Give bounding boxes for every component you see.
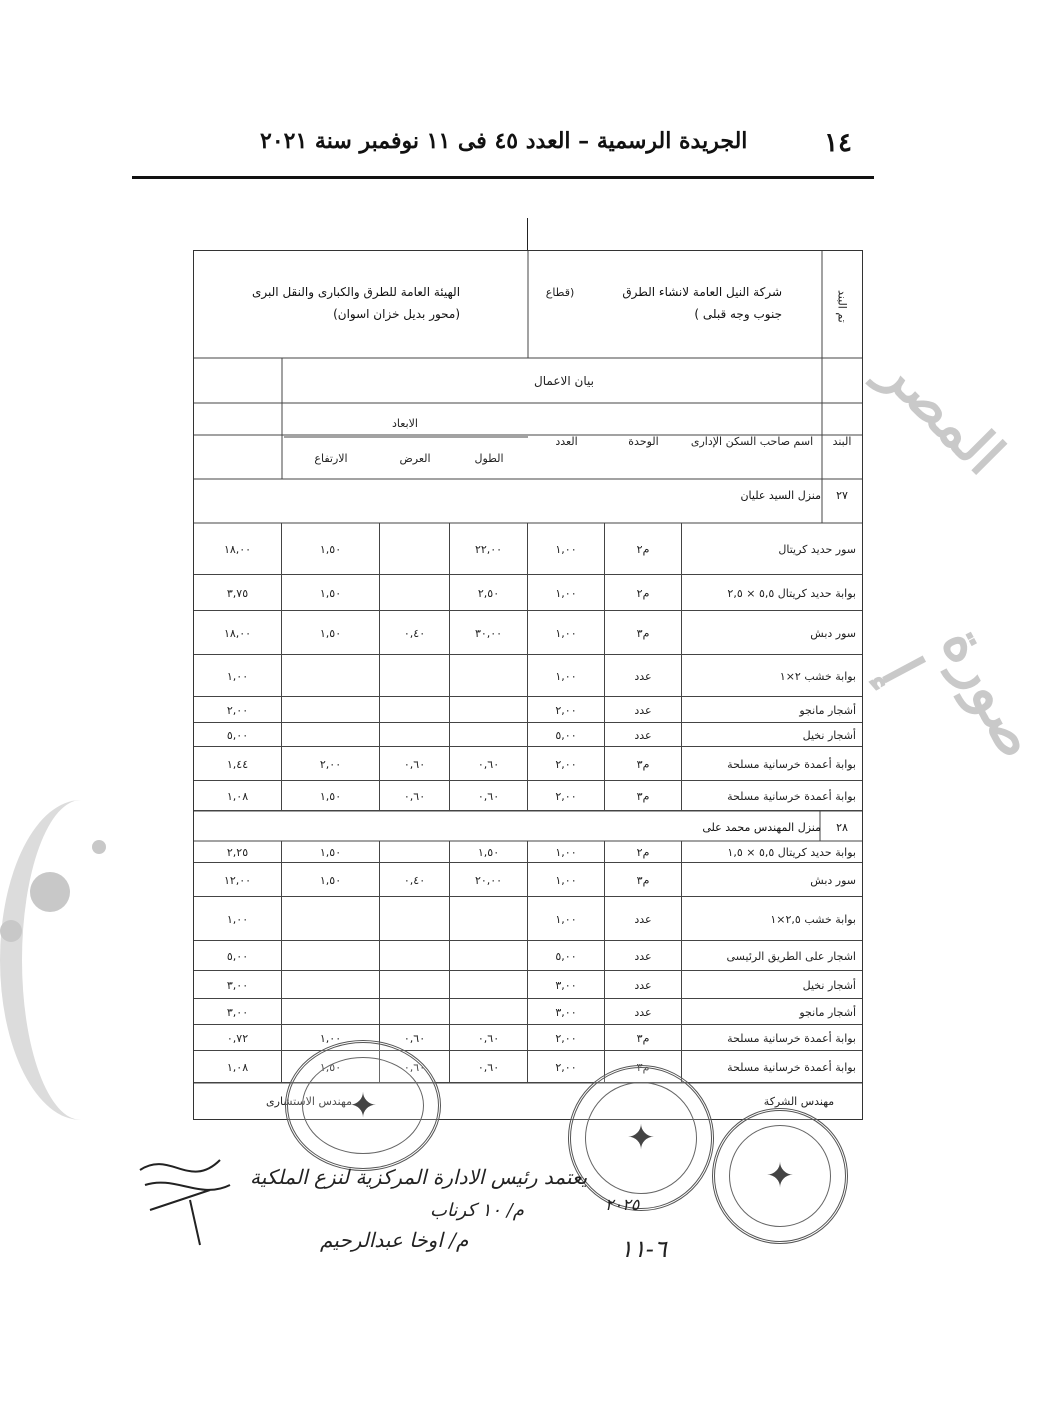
cell-width bbox=[380, 897, 450, 941]
cell-unit: م٢ bbox=[605, 523, 682, 575]
cell-unit: عدد bbox=[605, 723, 682, 747]
cell-length: ٠,٦٠ bbox=[450, 1051, 528, 1083]
cell-height bbox=[282, 897, 380, 941]
table-row bbox=[194, 941, 862, 971]
cell-count: ٢,٠٠ bbox=[528, 1051, 605, 1083]
cell-unit: م٢ bbox=[605, 575, 682, 611]
watermark-text: المصر bbox=[867, 338, 1017, 488]
cell-count: ٣,٠٠ bbox=[528, 999, 605, 1025]
cell-unit: م٣ bbox=[605, 611, 682, 655]
table-row bbox=[194, 841, 862, 863]
cell-height: ١,٥٠ bbox=[282, 523, 380, 575]
cell-unit: عدد bbox=[605, 897, 682, 941]
cell-count: ١,٠٠ bbox=[528, 655, 605, 697]
cell-width bbox=[380, 841, 450, 863]
cell-count: ٥,٠٠ bbox=[528, 723, 605, 747]
cell-length bbox=[450, 697, 528, 723]
cell-height bbox=[282, 971, 380, 999]
cell-total: ١,٠٠ bbox=[194, 655, 282, 697]
cell-height: ١,٥٠ bbox=[282, 1051, 380, 1083]
signature-line: م/ ١٠ كرناب bbox=[430, 1200, 524, 1221]
cell-count: ١,٠٠ bbox=[528, 897, 605, 941]
cell-length bbox=[450, 971, 528, 999]
cell-total: ٢,٢٥ bbox=[194, 841, 282, 863]
page-header bbox=[132, 128, 874, 168]
cell-total: ٣,٠٠ bbox=[194, 971, 282, 999]
cell-total: ١٢,٠٠ bbox=[194, 863, 282, 897]
cell-unit: م٣ bbox=[605, 747, 682, 781]
cell-length: ٠,٦٠ bbox=[450, 781, 528, 811]
table-row bbox=[194, 575, 862, 611]
cell-total: ١٨,٠٠ bbox=[194, 611, 282, 655]
table-row bbox=[194, 655, 862, 697]
cell-height bbox=[282, 941, 380, 971]
cell-desc: بوابة حديد كريتال ٥,٥ × ١,٥ bbox=[727, 845, 856, 859]
cell-total: ٥,٠٠ bbox=[194, 723, 282, 747]
cell-count: ٢,٠٠ bbox=[528, 747, 605, 781]
cell-count: ١,٠٠ bbox=[528, 863, 605, 897]
eagle-emblem-icon: ✦ bbox=[302, 1057, 424, 1154]
cell-height: ١,٥٠ bbox=[282, 781, 380, 811]
cell-count: ٢,٠٠ bbox=[528, 697, 605, 723]
cell-desc: بوابة حديد كريتال ٥,٥ × ٢,٥ bbox=[727, 586, 856, 600]
signature-ref: ٢٠٢٥ bbox=[605, 1195, 640, 1214]
cell-length: ٢٠,٠٠ bbox=[450, 863, 528, 897]
cell-count: ٥,٠٠ bbox=[528, 941, 605, 971]
company-block bbox=[622, 281, 782, 325]
signature-scribble bbox=[130, 1130, 240, 1250]
authority-block bbox=[252, 281, 460, 325]
eagle-emblem-icon: ✦ bbox=[729, 1125, 831, 1227]
cell-width: ٠,٤٠ bbox=[380, 863, 450, 897]
footer-company-eng: مهندس الشركة bbox=[763, 1094, 835, 1108]
cell-count: ٢,٠٠ bbox=[528, 781, 605, 811]
cell-length bbox=[450, 655, 528, 697]
item-side-label: تم البند bbox=[835, 289, 849, 323]
table-row bbox=[194, 523, 862, 575]
table-row bbox=[194, 747, 862, 781]
cell-width bbox=[380, 971, 450, 999]
table-row bbox=[194, 999, 862, 1025]
cell-unit: م٣ bbox=[605, 1025, 682, 1051]
cell-length: ١,٥٠ bbox=[450, 841, 528, 863]
signature-line: يعتمد رئيس الادارة المركزية لنزع الملكية bbox=[250, 1165, 588, 1189]
cell-count: ١,٠٠ bbox=[528, 523, 605, 575]
company-name: شركة النيل العامة لانشاء الطرق bbox=[622, 285, 782, 299]
cell-unit: م٢ bbox=[605, 841, 682, 863]
table-row bbox=[194, 1025, 862, 1051]
table-row bbox=[194, 897, 862, 941]
cell-height bbox=[282, 999, 380, 1025]
cell-total: ١,٤٤ bbox=[194, 747, 282, 781]
cell-length: ٠,٦٠ bbox=[450, 747, 528, 781]
cell-total: ٢,٠٠ bbox=[194, 697, 282, 723]
cell-desc: سور حديد كريتال bbox=[778, 542, 856, 556]
cell-desc: بوابة خشب ٢,٥×١ bbox=[770, 912, 856, 926]
cell-length bbox=[450, 723, 528, 747]
header-length: الطول bbox=[474, 451, 504, 465]
cell-length: ٣٠,٠٠ bbox=[450, 611, 528, 655]
cell-height: ١,٥٠ bbox=[282, 611, 380, 655]
table-row bbox=[194, 863, 862, 897]
header-item: البند bbox=[832, 434, 852, 448]
eagle-emblem-icon: ✦ bbox=[585, 1082, 697, 1194]
cell-length bbox=[450, 999, 528, 1025]
cell-height bbox=[282, 723, 380, 747]
cell-desc: أشجار مانجو bbox=[799, 1005, 856, 1019]
watermark-dot bbox=[92, 840, 106, 854]
cell-desc: بوابة أعمدة خرسانية مسلحة bbox=[727, 757, 856, 771]
signature-line: م/ اوخا عبدالرحيم bbox=[320, 1228, 469, 1252]
document-table bbox=[193, 250, 863, 1120]
table-row bbox=[194, 723, 862, 747]
cell-desc: أشجار نخيل bbox=[802, 978, 856, 992]
header-owner: اسم صاحب السكن الإدارى bbox=[690, 434, 814, 448]
header-width: العرض bbox=[399, 451, 431, 465]
signature-date: ٦-١١ bbox=[620, 1235, 667, 1263]
cell-total: ٣,٧٥ bbox=[194, 575, 282, 611]
cell-unit: م٣ bbox=[605, 1051, 682, 1083]
cell-desc: أشجار مانجو bbox=[799, 703, 856, 717]
cell-length: ٢,٥٠ bbox=[450, 575, 528, 611]
header-unit: الوحدة bbox=[628, 434, 659, 448]
cell-width: ٠,٦٠ bbox=[380, 1025, 450, 1051]
cell-width: ٠,٦٠ bbox=[380, 781, 450, 811]
cell-count: ١,٠٠ bbox=[528, 575, 605, 611]
cell-desc: اشجار على الطريق الرئيسى bbox=[726, 949, 856, 963]
cell-count: ٢,٠٠ bbox=[528, 1025, 605, 1051]
authority-name: الهيئة العامة للطرق والكبارى والنقل البرى bbox=[252, 285, 461, 299]
cell-height bbox=[282, 697, 380, 723]
page-number: ١٤ bbox=[824, 128, 852, 158]
header-count: العدد bbox=[555, 434, 578, 448]
cell-length bbox=[450, 941, 528, 971]
group-name: منزل السيد عليان bbox=[740, 488, 821, 502]
fold-line bbox=[527, 218, 528, 250]
cell-total: ١,٠٨ bbox=[194, 781, 282, 811]
cell-unit: م٣ bbox=[605, 863, 682, 897]
group-row bbox=[195, 479, 859, 511]
cell-width: ٠,٤٠ bbox=[380, 611, 450, 655]
table-row bbox=[194, 781, 862, 811]
cell-length: ٠,٦٠ bbox=[450, 1025, 528, 1051]
cell-desc: سور دبش bbox=[810, 873, 856, 887]
cell-unit: عدد bbox=[605, 697, 682, 723]
cell-height: ٢,٠٠ bbox=[282, 747, 380, 781]
cell-desc: بوابة أعمدة خرسانية مسلحة bbox=[727, 1060, 856, 1074]
gazette-title: الجريدة الرسمية – العدد ٤٥ فى ١١ نوفمبر سنة ٢٠٢١ bbox=[260, 128, 748, 154]
table-row bbox=[194, 697, 862, 723]
cell-height: ١,٥٠ bbox=[282, 841, 380, 863]
header-rule bbox=[132, 176, 874, 179]
watermark-dot bbox=[30, 872, 70, 912]
cell-total: ٣,٠٠ bbox=[194, 999, 282, 1025]
group-number: ٢٨ bbox=[836, 820, 848, 834]
cell-width: ٠,٦٠ bbox=[380, 1051, 450, 1083]
cell-width bbox=[380, 697, 450, 723]
watermark-dot bbox=[0, 920, 22, 942]
signature-stroke bbox=[140, 1160, 230, 1245]
cell-count: ١,٠٠ bbox=[528, 841, 605, 863]
cell-length: ٢٢,٠٠ bbox=[450, 523, 528, 575]
group-row bbox=[195, 811, 859, 843]
cell-total: ٠,٧٢ bbox=[194, 1025, 282, 1051]
cell-total: ١,٠٠ bbox=[194, 897, 282, 941]
cell-total: ٥,٠٠ bbox=[194, 941, 282, 971]
table-row bbox=[194, 611, 862, 655]
cell-height: ١,٥٠ bbox=[282, 575, 380, 611]
watermark-arc bbox=[0, 800, 162, 1120]
cell-width bbox=[380, 523, 450, 575]
table-row bbox=[194, 971, 862, 999]
cell-unit: عدد bbox=[605, 971, 682, 999]
official-stamp bbox=[712, 1108, 848, 1244]
cell-total: ١٨,٠٠ bbox=[194, 523, 282, 575]
cell-height bbox=[282, 655, 380, 697]
cell-desc: بوابة خشب ٢×١ bbox=[779, 669, 856, 683]
cell-count: ١,٠٠ bbox=[528, 611, 605, 655]
group-number: ٢٧ bbox=[836, 488, 848, 502]
cell-unit: م٣ bbox=[605, 781, 682, 811]
cell-width: ٠,٦٠ bbox=[380, 747, 450, 781]
cell-height: ١,٥٠ bbox=[282, 863, 380, 897]
cell-width bbox=[380, 941, 450, 971]
cell-width bbox=[380, 723, 450, 747]
cell-unit: عدد bbox=[605, 999, 682, 1025]
header-dims: الابعاد bbox=[392, 416, 418, 430]
cell-desc: بوابة أعمدة خرسانية مسلحة bbox=[727, 789, 856, 803]
cell-height: ١,٠٠ bbox=[282, 1025, 380, 1051]
project-name: (محور بديل خزان اسوان) bbox=[333, 307, 461, 321]
header-height: الارتفاع bbox=[314, 451, 348, 465]
footer-consultant: مهندس الاستشارى bbox=[266, 1094, 352, 1108]
sector-label: (قطاع bbox=[545, 285, 575, 299]
watermark-text: صورة إ bbox=[868, 615, 1053, 769]
cell-total: ١,٠٨ bbox=[194, 1051, 282, 1083]
section-title: بيان الاعمال bbox=[534, 374, 594, 388]
cell-desc: سور دبش bbox=[810, 626, 856, 640]
cell-unit: عدد bbox=[605, 655, 682, 697]
group-name: منزل المهندس محمد على bbox=[702, 820, 821, 834]
cell-width bbox=[380, 999, 450, 1025]
cell-width bbox=[380, 655, 450, 697]
company-region: جنوب وجه قبلى ) bbox=[694, 307, 782, 321]
official-stamp bbox=[568, 1065, 714, 1211]
cell-unit: عدد bbox=[605, 941, 682, 971]
cell-count: ٣,٠٠ bbox=[528, 971, 605, 999]
official-stamp bbox=[285, 1040, 441, 1171]
cell-length bbox=[450, 897, 528, 941]
cell-desc: أشجار نخيل bbox=[802, 728, 856, 742]
cell-desc: بوابة أعمدة خرسانية مسلحة bbox=[727, 1031, 856, 1045]
cell-width bbox=[380, 575, 450, 611]
